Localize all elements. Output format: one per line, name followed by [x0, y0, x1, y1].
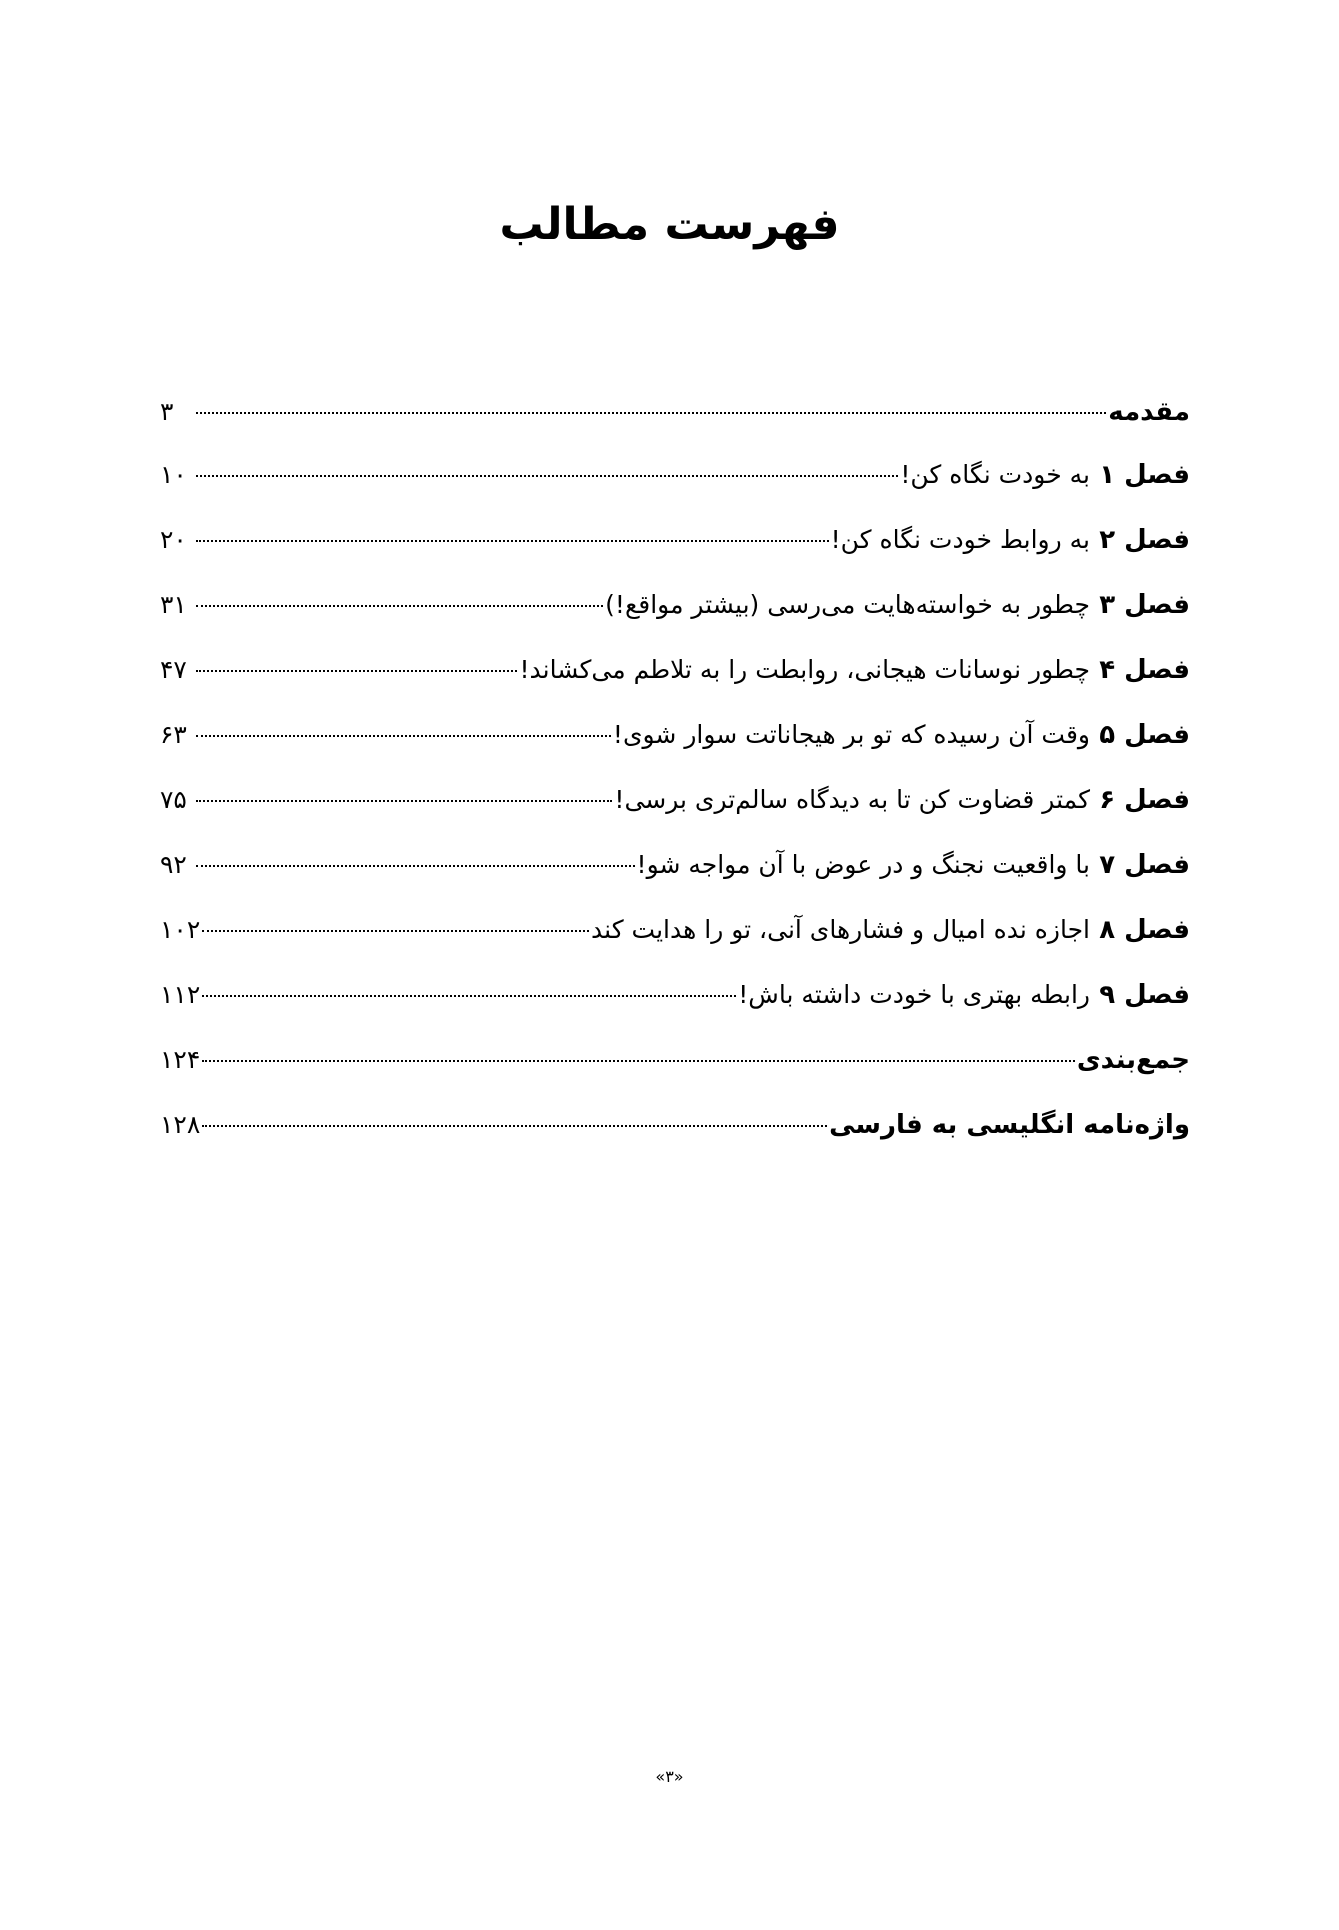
table-of-contents	[160, 395, 1190, 1173]
dot-leader	[196, 539, 829, 542]
toc-page-number: ۱۱۲	[160, 980, 201, 1009]
toc-entry-chapter-1[interactable]	[160, 458, 1190, 523]
chapter-label: فصل ۶	[1099, 785, 1190, 815]
chapter-label: فصل ۹	[1099, 980, 1190, 1010]
toc-entry-chapter-5[interactable]	[160, 718, 1190, 783]
toc-entry-title: اجازه نده امیال و فشارهای آنی، تو را هدایت کند	[591, 915, 1090, 944]
toc-entry-title: جمع‌بندی	[1076, 1045, 1190, 1075]
toc-entry-glossary[interactable]	[160, 1108, 1190, 1173]
dot-leader	[196, 669, 517, 672]
toc-page-number: ۲۰	[160, 525, 187, 554]
dot-leader	[202, 994, 736, 997]
chapter-label: فصل ۸	[1099, 915, 1190, 945]
toc-entry-title: چطور به خواسته‌هایت می‌رسی (بیشتر مواقع!)	[605, 590, 1090, 619]
toc-entry-title: وقت آن رسیده که تو بر هیجاناتت سوار شوی!	[612, 720, 1090, 749]
toc-entry-chapter-8[interactable]	[160, 913, 1190, 978]
page-number-footer: «۳»	[655, 1767, 684, 1786]
dot-leader	[196, 734, 611, 737]
toc-entry-conclusion[interactable]	[160, 1043, 1190, 1108]
toc-entry-title: به روابط خودت نگاه کن!	[830, 525, 1090, 554]
chapter-label: فصل ۳	[1099, 590, 1190, 620]
toc-entry-title: واژه‌نامه انگلیسی به فارسی	[829, 1110, 1190, 1140]
toc-page-number: ۶۳	[160, 720, 187, 749]
dot-leader	[196, 474, 898, 477]
toc-page-number: ۷۵	[160, 785, 187, 814]
chapter-label: فصل ۲	[1099, 525, 1190, 555]
toc-entry-chapter-3[interactable]	[160, 588, 1190, 653]
toc-entry-chapter-7[interactable]	[160, 848, 1190, 913]
toc-entry-title: رابطه بهتری با خودت داشته باش!	[738, 980, 1090, 1009]
toc-entry-chapter-2[interactable]	[160, 523, 1190, 588]
dot-leader	[202, 1124, 827, 1127]
toc-entry-title: به خودت نگاه کن!	[900, 460, 1090, 489]
chapter-label: فصل ۱	[1099, 460, 1190, 490]
toc-entry-chapter-4[interactable]	[160, 653, 1190, 718]
toc-page-number: ۱۰	[160, 460, 187, 489]
toc-page-number: ۹۲	[160, 850, 187, 879]
toc-entry-title: مقدمه	[1108, 397, 1190, 427]
toc-page-number: ۳۱	[160, 590, 187, 619]
dot-leader	[196, 864, 635, 867]
page-title: فهرست مطالب	[499, 199, 840, 250]
dot-leader	[196, 411, 1106, 414]
chapter-label: فصل ۴	[1099, 655, 1190, 685]
toc-entry-title: با واقعیت نجنگ و در عوض با آن مواجه شو!	[636, 850, 1090, 879]
toc-page-number: ۱۲۴	[160, 1045, 201, 1074]
dot-leader	[196, 799, 612, 802]
toc-page-number: ۴۷	[160, 655, 187, 684]
dot-leader	[202, 929, 589, 932]
toc-entry-title: کمتر قضاوت کن تا به دیدگاه سالم‌تری برسی!	[614, 785, 1090, 814]
toc-entry-chapter-6[interactable]	[160, 783, 1190, 848]
toc-page-number: ۱۰۲	[160, 915, 201, 944]
toc-entry-introduction[interactable]	[160, 395, 1190, 458]
toc-entry-chapter-9[interactable]	[160, 978, 1190, 1043]
dot-leader	[196, 604, 603, 607]
dot-leader	[202, 1059, 1075, 1062]
toc-page-number: ۱۲۸	[160, 1110, 201, 1139]
chapter-label: فصل ۷	[1099, 850, 1190, 880]
toc-page-number: ۳	[160, 397, 174, 426]
chapter-label: فصل ۵	[1099, 720, 1190, 750]
toc-entry-title: چطور نوسانات هیجانی، روابطت را به تلاطم می‌کشاند!	[519, 655, 1090, 684]
